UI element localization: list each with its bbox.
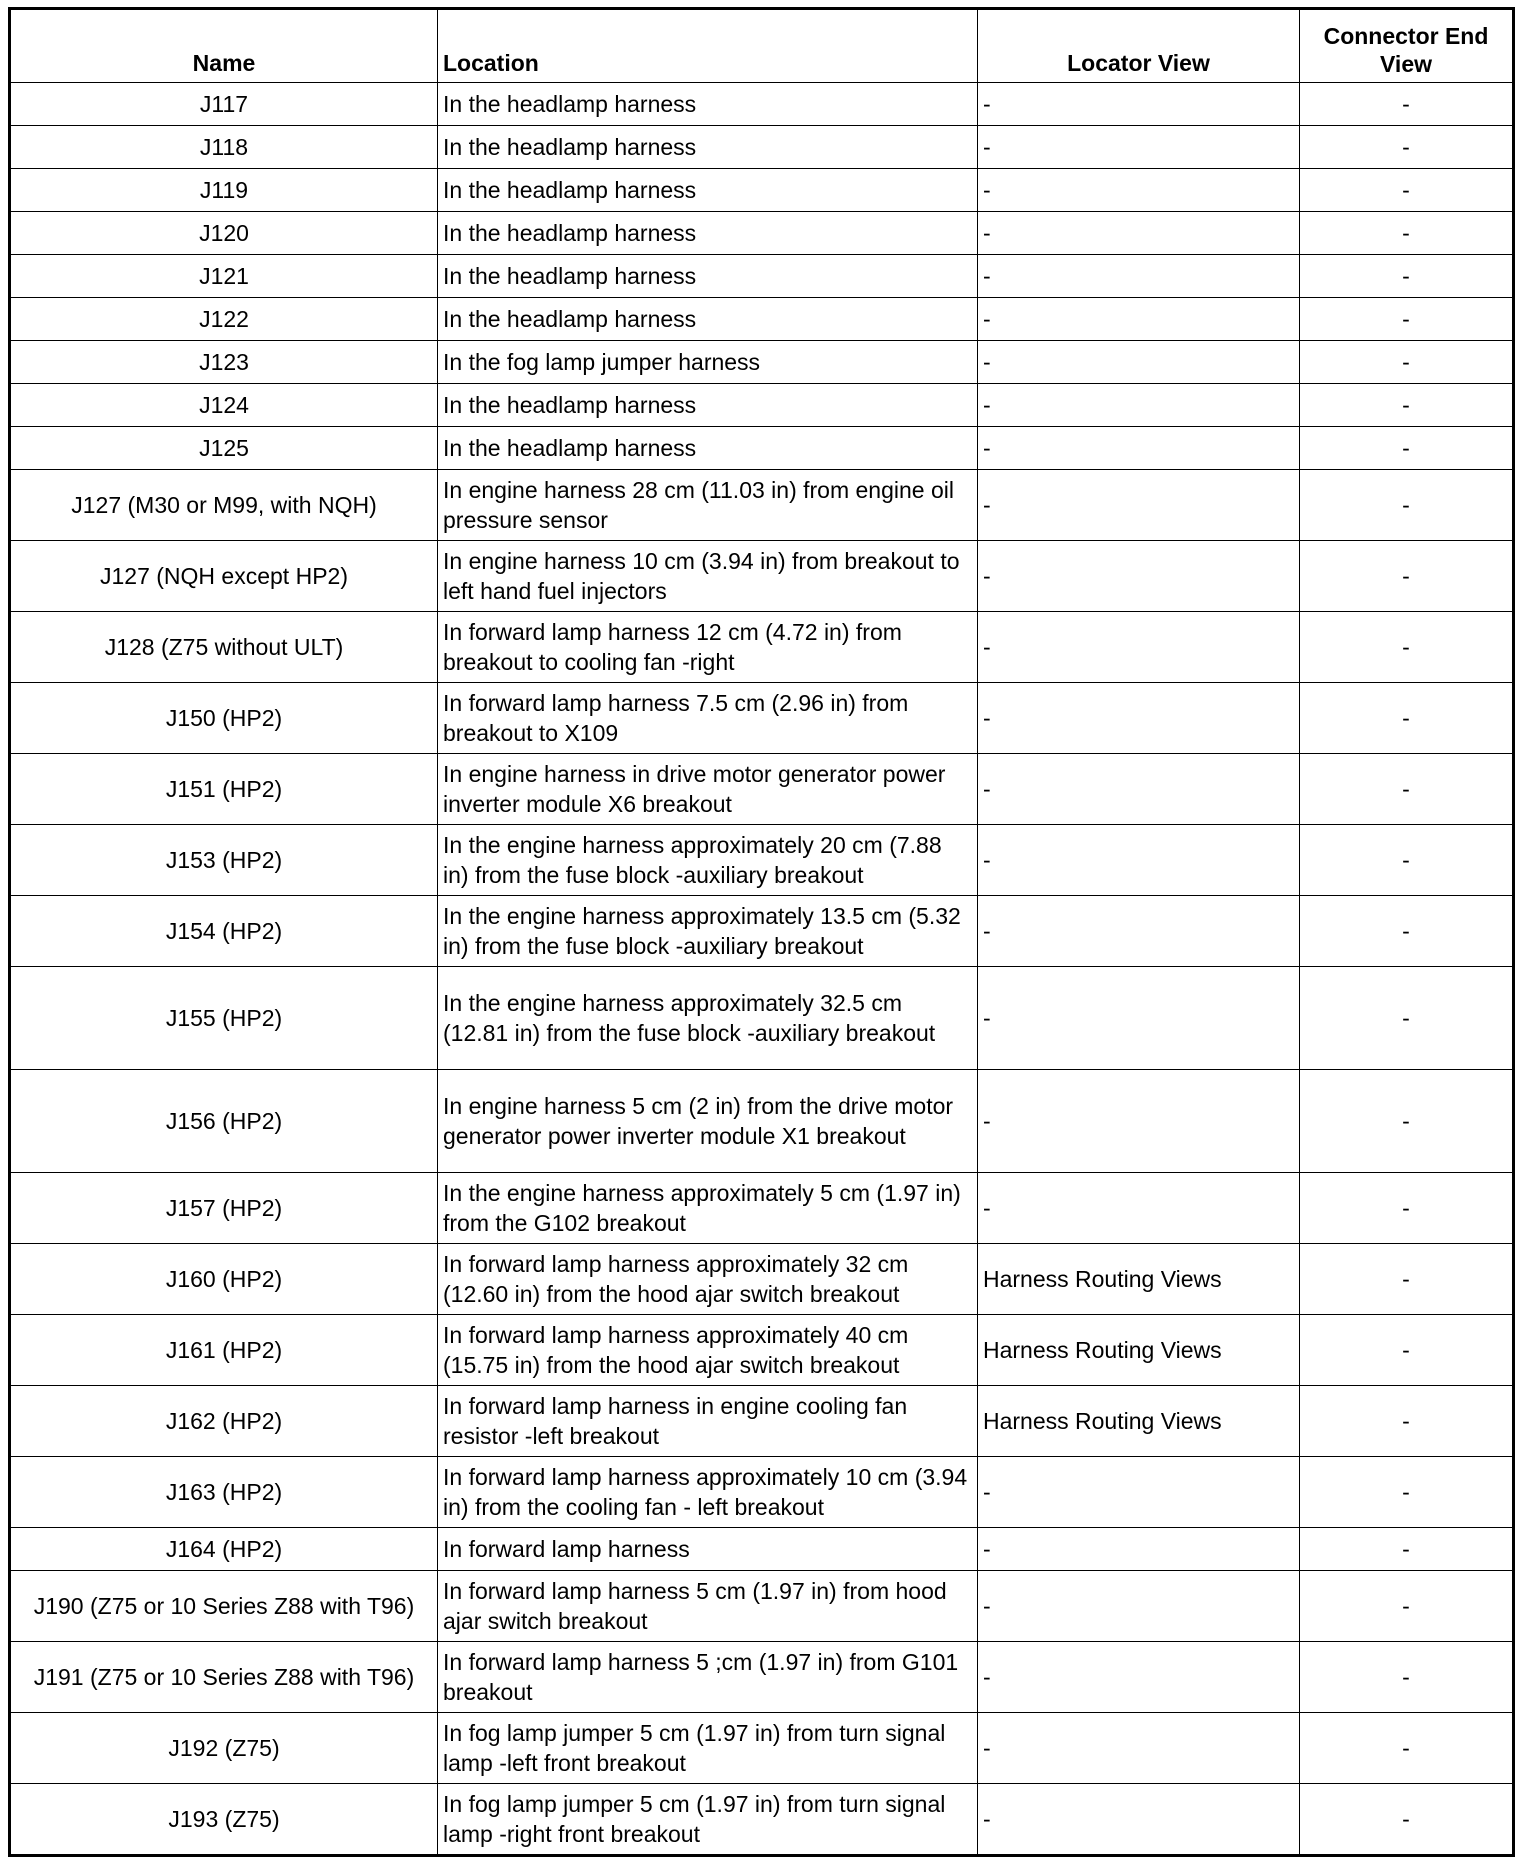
cell-locator-view: Harness Routing Views: [978, 1244, 1300, 1315]
cell-name: J192 (Z75): [10, 1713, 438, 1784]
cell-name: J162 (HP2): [10, 1386, 438, 1457]
cell-name: J118: [10, 126, 438, 169]
cell-name: J160 (HP2): [10, 1244, 438, 1315]
table-row: [10, 341, 1514, 384]
table-row: [10, 169, 1514, 212]
cell-location: In forward lamp harness 12 cm (4.72 in) from breakout to cooling fan -right: [438, 612, 978, 683]
cell-name: J117: [10, 83, 438, 126]
table-row: [10, 83, 1514, 126]
table-row: [10, 683, 1514, 754]
cell-connector-end-view: -: [1300, 1244, 1514, 1315]
cell-locator-view: -: [978, 612, 1300, 683]
table-body: [10, 83, 1514, 1856]
cell-locator-view: -: [978, 126, 1300, 169]
table-row: [10, 1784, 1514, 1856]
cell-name: J163 (HP2): [10, 1457, 438, 1528]
cell-connector-end-view: -: [1300, 212, 1514, 255]
table-row: [10, 1528, 1514, 1571]
cell-connector-end-view: -: [1300, 1315, 1514, 1386]
connector-locations-table: [8, 7, 1515, 1857]
table-row: [10, 126, 1514, 169]
cell-locator-view: -: [978, 754, 1300, 825]
cell-location: In engine harness 10 cm (3.94 in) from breakout to left hand fuel injectors: [438, 541, 978, 612]
cell-connector-end-view: -: [1300, 825, 1514, 896]
table-row: [10, 427, 1514, 470]
cell-connector-end-view: -: [1300, 1571, 1514, 1642]
cell-locator-view: -: [978, 967, 1300, 1070]
cell-locator-view: -: [978, 212, 1300, 255]
cell-connector-end-view: -: [1300, 1070, 1514, 1173]
cell-locator-view: -: [978, 896, 1300, 967]
cell-locator-view: -: [978, 1528, 1300, 1571]
table-row: [10, 541, 1514, 612]
table-row: [10, 1070, 1514, 1173]
cell-connector-end-view: -: [1300, 1173, 1514, 1244]
cell-location: In the headlamp harness: [438, 384, 978, 427]
cell-locator-view: -: [978, 169, 1300, 212]
table-row: [10, 470, 1514, 541]
cell-locator-view: -: [978, 1784, 1300, 1856]
table-row: [10, 1244, 1514, 1315]
cell-connector-end-view: -: [1300, 541, 1514, 612]
cell-connector-end-view: -: [1300, 298, 1514, 341]
cell-name: J153 (HP2): [10, 825, 438, 896]
table-row: [10, 298, 1514, 341]
cell-connector-end-view: -: [1300, 427, 1514, 470]
cell-location: In forward lamp harness 5 cm (1.97 in) from hood ajar switch breakout: [438, 1571, 978, 1642]
cell-location: In engine harness 5 cm (2 in) from the drive motor generator power inverter module X1 breakout: [438, 1070, 978, 1173]
cell-connector-end-view: -: [1300, 896, 1514, 967]
connector-table-container: [8, 7, 1512, 1857]
cell-locator-view: -: [978, 1713, 1300, 1784]
cell-connector-end-view: -: [1300, 255, 1514, 298]
cell-connector-end-view: -: [1300, 1528, 1514, 1571]
cell-connector-end-view: -: [1300, 683, 1514, 754]
cell-name: J128 (Z75 without ULT): [10, 612, 438, 683]
column-header-name: Name: [10, 9, 438, 83]
table-row: [10, 1571, 1514, 1642]
table-row: [10, 1173, 1514, 1244]
cell-location: In fog lamp jumper 5 cm (1.97 in) from turn signal lamp -left front breakout: [438, 1713, 978, 1784]
cell-location: In the headlamp harness: [438, 427, 978, 470]
cell-connector-end-view: -: [1300, 1386, 1514, 1457]
cell-name: J151 (HP2): [10, 754, 438, 825]
cell-name: J154 (HP2): [10, 896, 438, 967]
table-row: [10, 1713, 1514, 1784]
cell-connector-end-view: -: [1300, 126, 1514, 169]
cell-location: In forward lamp harness in engine cooling fan resistor -left breakout: [438, 1386, 978, 1457]
cell-connector-end-view: -: [1300, 1642, 1514, 1713]
cell-location: In fog lamp jumper 5 cm (1.97 in) from turn signal lamp -right front breakout: [438, 1784, 978, 1856]
cell-name: J124: [10, 384, 438, 427]
cell-locator-view: -: [978, 83, 1300, 126]
table-row: [10, 896, 1514, 967]
cell-name: J157 (HP2): [10, 1173, 438, 1244]
cell-location: In forward lamp harness 5 ;cm (1.97 in) from G101 breakout: [438, 1642, 978, 1713]
cell-connector-end-view: -: [1300, 341, 1514, 384]
cell-name: J127 (M30 or M99, with NQH): [10, 470, 438, 541]
cell-location: In engine harness in drive motor generator power inverter module X6 breakout: [438, 754, 978, 825]
cell-name: J161 (HP2): [10, 1315, 438, 1386]
cell-locator-view: Harness Routing Views: [978, 1386, 1300, 1457]
cell-name: J125: [10, 427, 438, 470]
cell-connector-end-view: -: [1300, 470, 1514, 541]
table-row: [10, 255, 1514, 298]
table-row: [10, 754, 1514, 825]
cell-connector-end-view: -: [1300, 384, 1514, 427]
cell-location: In the engine harness approximately 5 cm (1.97 in) from the G102 breakout: [438, 1173, 978, 1244]
cell-locator-view: -: [978, 825, 1300, 896]
cell-location: In the headlamp harness: [438, 83, 978, 126]
cell-location: In forward lamp harness approximately 40 cm (15.75 in) from the hood ajar switch breakout: [438, 1315, 978, 1386]
cell-location: In forward lamp harness approximately 32 cm (12.60 in) from the hood ajar switch breakout: [438, 1244, 978, 1315]
cell-name: J155 (HP2): [10, 967, 438, 1070]
cell-location: In the fog lamp jumper harness: [438, 341, 978, 384]
cell-locator-view: -: [978, 255, 1300, 298]
table-row: [10, 1386, 1514, 1457]
cell-locator-view: -: [978, 341, 1300, 384]
cell-name: J164 (HP2): [10, 1528, 438, 1571]
cell-location: In the headlamp harness: [438, 169, 978, 212]
cell-location: In the headlamp harness: [438, 255, 978, 298]
cell-locator-view: Harness Routing Views: [978, 1315, 1300, 1386]
cell-locator-view: -: [978, 1070, 1300, 1173]
cell-location: In the engine harness approximately 20 cm (7.88 in) from the fuse block -auxiliary breakout: [438, 825, 978, 896]
column-header-location: Location: [438, 9, 978, 83]
cell-connector-end-view: -: [1300, 169, 1514, 212]
cell-location: In forward lamp harness 7.5 cm (2.96 in) from breakout to X109: [438, 683, 978, 754]
table-row: [10, 212, 1514, 255]
cell-location: In the headlamp harness: [438, 126, 978, 169]
cell-name: J156 (HP2): [10, 1070, 438, 1173]
cell-name: J191 (Z75 or 10 Series Z88 with T96): [10, 1642, 438, 1713]
cell-connector-end-view: -: [1300, 754, 1514, 825]
table-row: [10, 384, 1514, 427]
cell-locator-view: -: [978, 1173, 1300, 1244]
cell-locator-view: -: [978, 1571, 1300, 1642]
cell-name: J119: [10, 169, 438, 212]
table-header-row: [10, 9, 1514, 83]
cell-location: In engine harness 28 cm (11.03 in) from engine oil pressure sensor: [438, 470, 978, 541]
cell-name: J122: [10, 298, 438, 341]
table-row: [10, 1642, 1514, 1713]
table-row: [10, 825, 1514, 896]
cell-name: J123: [10, 341, 438, 384]
cell-locator-view: -: [978, 427, 1300, 470]
table-row: [10, 612, 1514, 683]
cell-connector-end-view: -: [1300, 967, 1514, 1070]
table-row: [10, 967, 1514, 1070]
cell-name: J150 (HP2): [10, 683, 438, 754]
cell-location: In the engine harness approximately 32.5 cm (12.81 in) from the fuse block -auxiliary breakout: [438, 967, 978, 1070]
cell-locator-view: -: [978, 298, 1300, 341]
cell-connector-end-view: -: [1300, 83, 1514, 126]
cell-locator-view: -: [978, 683, 1300, 754]
cell-connector-end-view: -: [1300, 1713, 1514, 1784]
column-header-locator-view: Locator View: [978, 9, 1300, 83]
cell-name: J127 (NQH except HP2): [10, 541, 438, 612]
cell-locator-view: -: [978, 1642, 1300, 1713]
cell-location: In forward lamp harness: [438, 1528, 978, 1571]
cell-locator-view: -: [978, 470, 1300, 541]
cell-connector-end-view: -: [1300, 1457, 1514, 1528]
cell-locator-view: -: [978, 541, 1300, 612]
cell-name: J193 (Z75): [10, 1784, 438, 1856]
cell-location: In forward lamp harness approximately 10 cm (3.94 in) from the cooling fan - left breakout: [438, 1457, 978, 1528]
cell-name: J121: [10, 255, 438, 298]
cell-location: In the headlamp harness: [438, 212, 978, 255]
cell-connector-end-view: -: [1300, 1784, 1514, 1856]
cell-connector-end-view: -: [1300, 612, 1514, 683]
cell-location: In the headlamp harness: [438, 298, 978, 341]
cell-name: J190 (Z75 or 10 Series Z88 with T96): [10, 1571, 438, 1642]
column-header-connector-end-view: Connector End View: [1300, 9, 1514, 83]
cell-locator-view: -: [978, 384, 1300, 427]
table-row: [10, 1315, 1514, 1386]
cell-name: J120: [10, 212, 438, 255]
cell-location: In the engine harness approximately 13.5 cm (5.32 in) from the fuse block -auxiliary breakout: [438, 896, 978, 967]
table-row: [10, 1457, 1514, 1528]
cell-locator-view: -: [978, 1457, 1300, 1528]
